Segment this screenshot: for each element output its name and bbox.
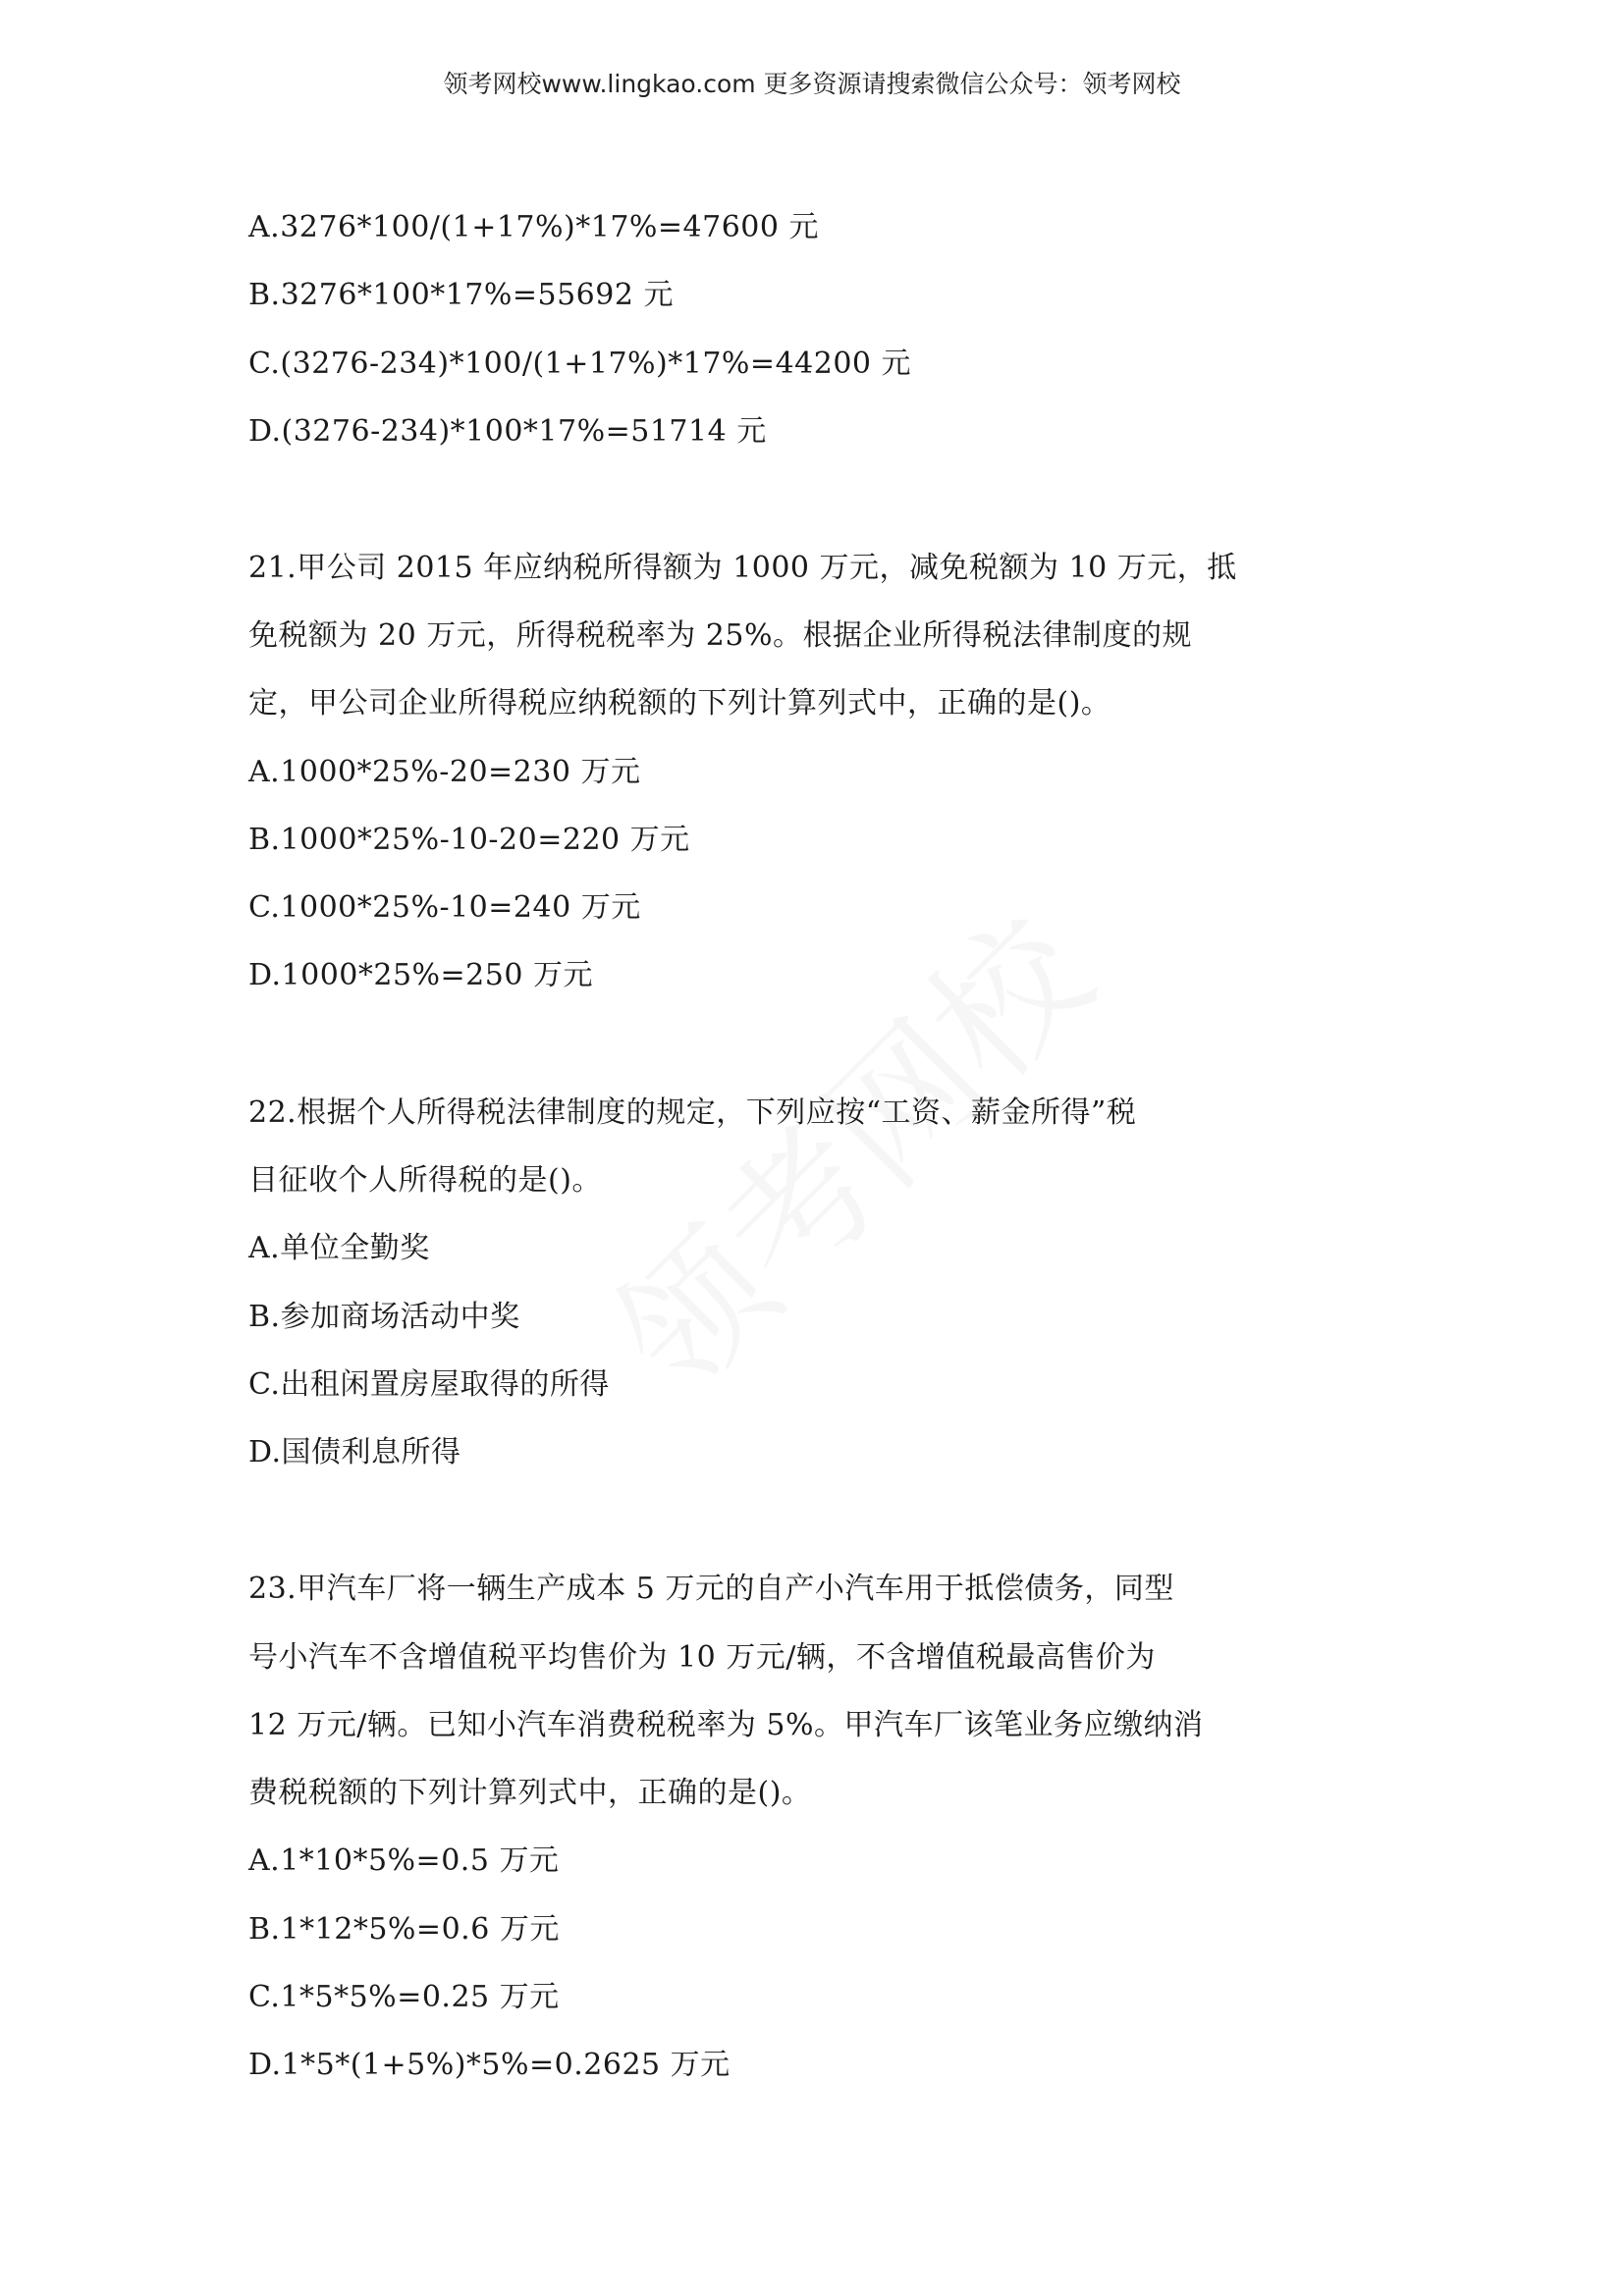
q23-option-b: B.1*12*5%=0.6 万元 bbox=[248, 1912, 560, 1947]
q23-stem-line-2: 号小汽车不含增值税平均售价为 10 万元/辆，不含增值税最高售价为 bbox=[248, 1640, 1156, 1675]
q20-option-b: B.3276*100*17%=55692 元 bbox=[248, 278, 674, 312]
q21-option-b: B.1000*25%-10-20=220 万元 bbox=[248, 823, 690, 857]
q23-option-c: C.1*5*5%=0.25 万元 bbox=[248, 1980, 560, 2014]
q20-option-c: C.(3276-234)*100/(1+17%)*17%=44200 元 bbox=[248, 347, 912, 381]
q23-stem-line-4: 费税税额的下列计算列式中，正确的是()。 bbox=[248, 1776, 812, 1810]
q22-option-c: C.出租闲置房屋取得的所得 bbox=[248, 1367, 610, 1402]
q22-stem-line-2: 目征收个人所得税的是()。 bbox=[248, 1163, 602, 1198]
q22-option-a: A.单位全勤奖 bbox=[248, 1231, 430, 1265]
q21-option-a: A.1000*25%-20=230 万元 bbox=[248, 755, 641, 789]
page-header: 领考网校www.lingkao.com 更多资源请搜索微信公众号：领考网校 bbox=[443, 70, 1181, 98]
q23-stem-line-3: 12 万元/辆。已知小汽车消费税税率为 5%。甲汽车厂该笔业务应缴纳消 bbox=[248, 1708, 1204, 1742]
q23-option-a: A.1*10*5%=0.5 万元 bbox=[248, 1843, 560, 1878]
q22-option-b: B.参加商场活动中奖 bbox=[248, 1300, 520, 1334]
q21-stem-line-1: 21.甲公司 2015 年应纳税所得额为 1000 万元，减免税额为 10 万元，抵 bbox=[248, 551, 1237, 585]
q21-option-c: C.1000*25%-10=240 万元 bbox=[248, 890, 641, 925]
q21-option-d: D.1000*25%=250 万元 bbox=[248, 958, 593, 992]
watermark bbox=[562, 863, 1128, 1429]
q20-option-d: D.(3276-234)*100*17%=51714 元 bbox=[248, 414, 767, 449]
q21-stem-line-3: 定，甲公司企业所得税应纳税额的下列计算列式中，正确的是()。 bbox=[248, 686, 1111, 721]
q23-option-d: D.1*5*(1+5%)*5%=0.2625 万元 bbox=[248, 2048, 731, 2082]
q21-stem-line-2: 免税额为 20 万元，所得税税率为 25%。根据企业所得税法律制度的规 bbox=[248, 618, 1192, 653]
q22-option-d: D.国债利息所得 bbox=[248, 1435, 461, 1469]
q22-stem-line-1: 22.根据个人所得税法律制度的规定，下列应按“工资、薪金所得”税 bbox=[248, 1095, 1137, 1130]
q20-option-a: A.3276*100/(1+17%)*17%=47600 元 bbox=[248, 210, 820, 244]
q23-stem-line-1: 23.甲汽车厂将一辆生产成本 5 万元的自产小汽车用于抵偿债务，同型 bbox=[248, 1572, 1174, 1606]
